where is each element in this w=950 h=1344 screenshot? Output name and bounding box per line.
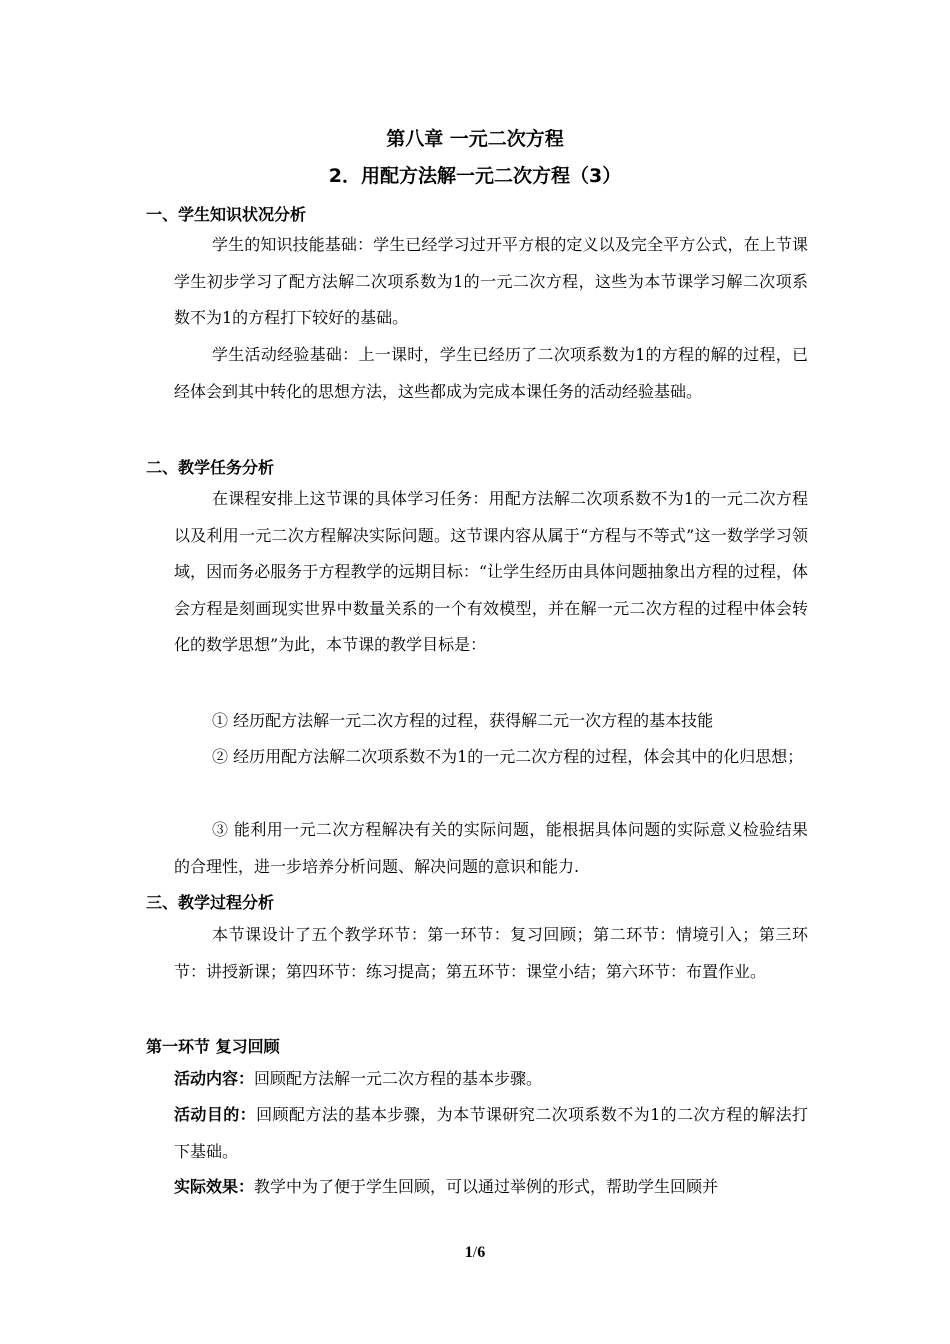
link-heading-review: 第一环节 复习回顾 <box>146 1037 280 1056</box>
paragraph-experience-basis: 学生活动经验基础：上一课时，学生已经历了二次项系数为1的方程的解的过程，已经体会到其中转化的思想方法，这些都成为完成本课任务的活动经验基础。 <box>174 345 808 401</box>
page-separator: / <box>472 1244 478 1261</box>
lesson-title: 2．用配方法解一元二次方程（3） <box>328 165 622 187</box>
activity-content <box>174 1061 808 1098</box>
section-heading-3: 三、教学过程分析 <box>146 893 275 912</box>
page-number <box>0 1244 950 1262</box>
activity-content-label: 活动内容： <box>174 1069 255 1088</box>
goal-item-2: ② 经历用配方法解二次项系数不为1的一元二次方程的过程，体会其中的化归思想； <box>212 747 804 766</box>
page-current: 1 <box>464 1244 473 1261</box>
activity-content-text: 回顾配方法解一元二次方程的基本步骤。 <box>254 1069 543 1088</box>
actual-effect-label: 实际效果： <box>174 1177 255 1196</box>
goal-item-1: ① 经历配方法解一元二次方程的过程，获得解二元一次方程的基本技能 <box>212 711 714 730</box>
activity-purpose-label: 活动目的： <box>174 1105 257 1124</box>
chapter-title: 第八章 一元二次方程 <box>386 128 564 150</box>
section-heading-2: 二、教学任务分析 <box>146 458 275 477</box>
actual-effect <box>174 1169 808 1206</box>
section-heading-1: 一、学生知识状况分析 <box>146 205 307 224</box>
page-total: 6 <box>477 1244 486 1261</box>
goal-item-3: ③ 能利用一元二次方程解决有关的实际问题，能根据具体问题的实际意义检验结果的合理性，进一步培养分析问题、解决问题的意识和能力. <box>174 820 808 876</box>
paragraph-process-analysis: 本节课设计了五个教学环节：第一环节：复习回顾；第二环节：情境引入；第三环节：讲授新课；第四环节：练习提高；第五环节：课堂小结；第六环节：布置作业。 <box>174 925 808 981</box>
activity-purpose <box>174 1097 808 1170</box>
actual-effect-text: 教学中为了便于学生回顾，可以通过举例的形式，帮助学生回顾并 <box>254 1177 719 1196</box>
paragraph-knowledge-basis: 学生的知识技能基础：学生已经学习过开平方根的定义以及完全平方公式，在上节课学生初步学习了配方法解二次项系数为1的一元二次方程，这些为本节课学习解二次项系数不为1的方程打下较好的基础。 <box>174 235 808 327</box>
paragraph-task-analysis: 在课程安排上这节课的具体学习任务：用配方法解二次项系数不为1的一元二次方程以及利用一元二次方程解决实际问题。这节课内容从属于“方程与不等式”这一数学学习领域，因而务必服务于方程教学的远期目标：“让学生经历由具体问题抽象出方程的过程，体会方程是刻画现实世界中数量关系的一个有效模型，并在解一元二次方程的过程中体会转化的数学思想”为此，本节课的教学目标是： <box>174 489 808 654</box>
activity-purpose-text: 回顾配方法的基本步骤，为本节课研究二次项系数不为1的二次方程的解法打下基础。 <box>174 1105 808 1161</box>
